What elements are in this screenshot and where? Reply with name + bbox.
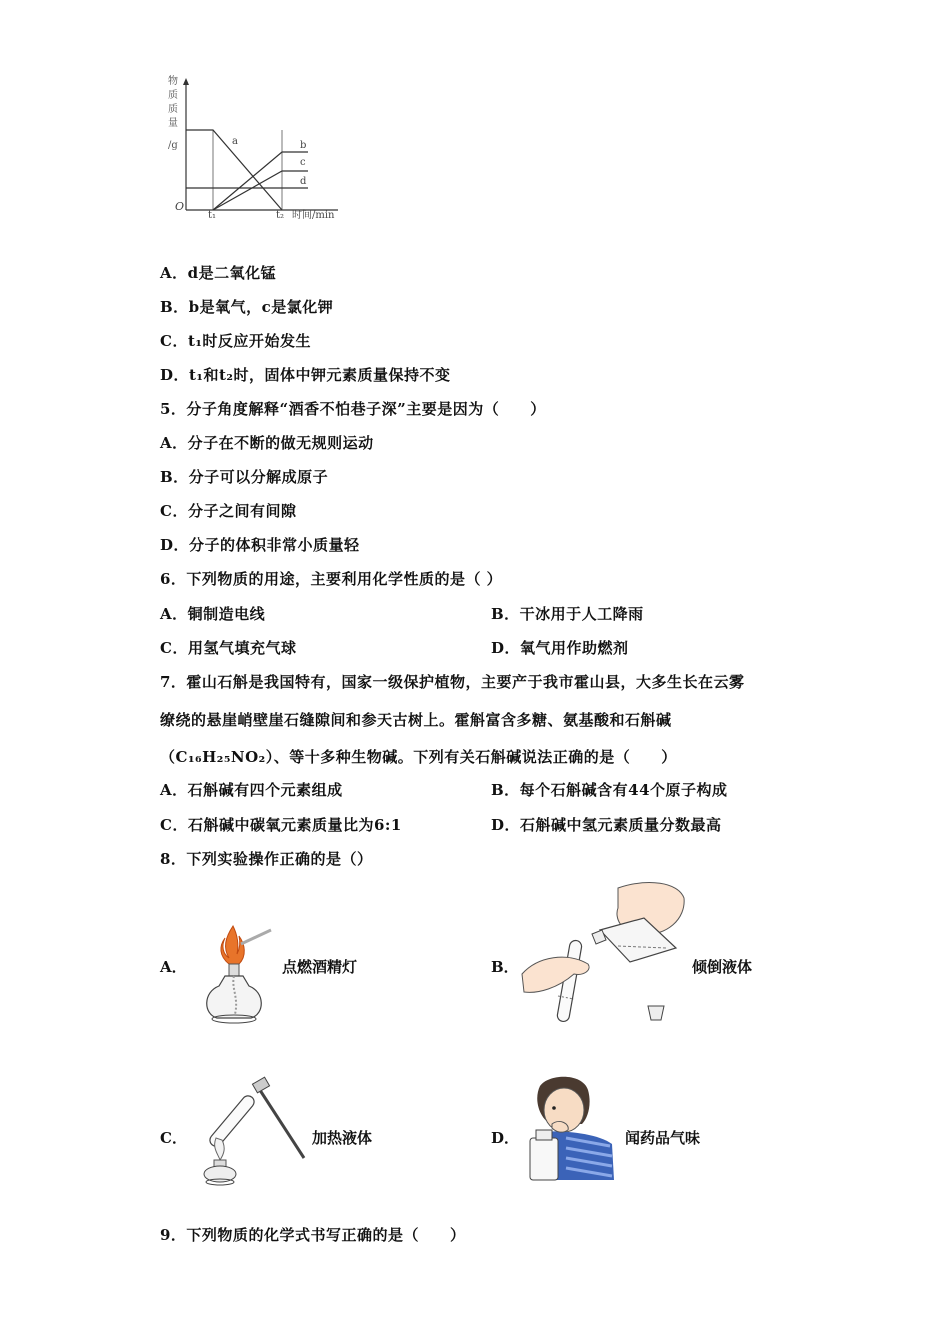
q5-option-c: C．分子之间有间隙 — [160, 502, 297, 520]
x-axis-label: 时间/min — [292, 210, 335, 221]
q6-option-d: D．氧气用作助燃剂 — [491, 639, 629, 657]
curve-a-label: a — [232, 136, 238, 147]
smelling-chemicals-illustration — [526, 1074, 618, 1184]
y-axis-arrow — [183, 78, 189, 85]
q6-option-a: A．铜制造电线 — [160, 605, 266, 623]
heating-liquid-illustration — [196, 1076, 308, 1188]
q7-option-d: D．石斛碱中氢元素质量分数最高 — [491, 816, 722, 834]
curve-c — [213, 171, 308, 210]
mass-time-graph — [160, 70, 370, 225]
curve-b-label: b — [300, 140, 307, 151]
y-label-0: 物 — [168, 76, 178, 87]
q6-option-c: C．用氢气填充气球 — [160, 639, 297, 657]
q7-option-b: B．每个石斛碱含有44个原子构成 — [491, 781, 728, 799]
q8-letter-a: A． — [160, 958, 187, 976]
q7-option-a: A．石斛碱有四个元素组成 — [160, 781, 343, 799]
curve-c-label: c — [300, 157, 306, 168]
q5-option-a: A．分子在不断的做无规则运动 — [160, 434, 374, 452]
q9-stem: 9．下列物质的化学式书写正确的是（ ） — [160, 1226, 466, 1244]
origin-label: O — [175, 200, 185, 213]
q8-caption-b: 倾倒液体 — [692, 958, 753, 976]
y-label-1: 质 — [168, 90, 178, 101]
y-label-3: 量 — [168, 118, 178, 129]
q8-letter-b: B． — [491, 958, 519, 976]
q4-option-c: C．t₁时反应开始发生 — [160, 332, 311, 350]
q5-option-b: B．分子可以分解成原子 — [160, 468, 329, 486]
q7-stem-line2: 缭绕的悬崖峭壁崖石缝隙间和参天古树上。霍斛富含多糖、氨基酸和石斛碱 — [160, 711, 672, 729]
pouring-liquid-illustration — [518, 878, 693, 1028]
curve-d-label: d — [300, 176, 307, 187]
q8-caption-c: 加热液体 — [312, 1129, 373, 1147]
t1-label: t₁ — [208, 210, 217, 221]
q4-option-a: A．d是二氧化锰 — [160, 264, 277, 282]
q7-stem-line1: 7．霍山石斛是我国特有，国家一级保护植物，主要产于我市霍山县，大多生长在云雾 — [160, 673, 745, 691]
q4-option-d: D．t₁和t₂时，固体中钾元素质量保持不变 — [160, 366, 451, 384]
q8-caption-a: 点燃酒精灯 — [282, 958, 358, 976]
q7-option-c: C．石斛碱中碳氧元素质量比为6:1 — [160, 816, 402, 834]
q8-letter-c: C． — [160, 1129, 187, 1147]
q4-option-b: B．b是氧气，c是氯化钾 — [160, 298, 334, 316]
q8-letter-d: D． — [491, 1129, 520, 1147]
q7-stem-line3: （C₁₆H₂₅NO₂）、等十多种生物碱。下列有关石斛碱说法正确的是（ ） — [160, 748, 677, 766]
q6-option-b: B．干冰用于人工降雨 — [491, 605, 644, 623]
y-label-4: /g — [168, 140, 178, 151]
y-label-2: 质 — [168, 104, 178, 115]
q6-stem: 6．下列物质的用途，主要利用化学性质的是（ ） — [160, 570, 503, 588]
t2-label: t₂ — [276, 210, 285, 221]
q8-caption-d: 闻药品气味 — [625, 1129, 701, 1147]
alcohol-lamp-lighting-illustration — [195, 918, 275, 1026]
q5-option-d: D．分子的体积非常小质量轻 — [160, 536, 360, 554]
q8-stem: 8．下列实验操作正确的是（） — [160, 850, 373, 868]
q5-stem: 5．分子角度解释“酒香不怕巷子深”主要是因为（ ） — [160, 400, 546, 418]
